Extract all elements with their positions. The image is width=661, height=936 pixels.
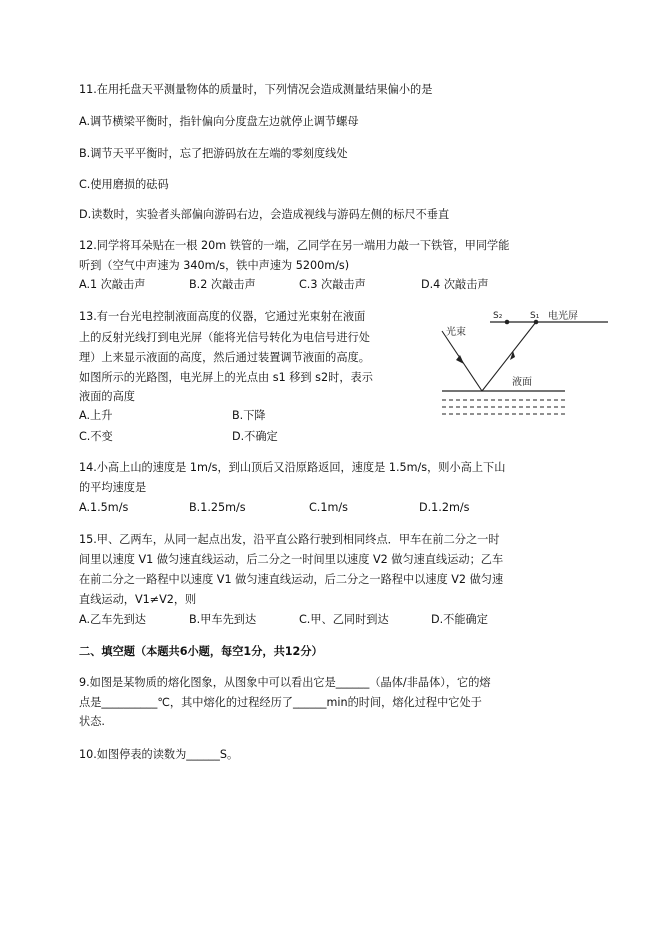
beam-label: 光束 bbox=[446, 327, 466, 338]
light-path-diagram bbox=[440, 305, 615, 415]
q12-stem-line2: 听到（空气中声速为 340m/s，铁中声速为 5200m/s) bbox=[79, 259, 350, 272]
q11-option-d: D.读数时，实验者头部偏向游码右边，会造成视线与游码左侧的标尺不垂直 bbox=[79, 208, 450, 221]
q13-stem-line3: 理）上来显示液面的高度，然后通过装置调节液面的高度。 bbox=[79, 351, 370, 364]
s1-label: S₁ bbox=[530, 311, 540, 321]
q11-option-c: C.使用磨损的砝码 bbox=[79, 178, 169, 191]
q14-option-b: B.1.25m/s bbox=[189, 501, 246, 514]
q15-option-b: B.甲车先到达 bbox=[189, 613, 257, 626]
q14-stem-line1: 14.小高上山的速度是 1m/s，到山顶后又沿原路返回，速度是 1.5m/s，则小高上下山 bbox=[79, 461, 506, 474]
q14-option-d: D.1.2m/s bbox=[419, 501, 470, 514]
q13-option-b: B.下降 bbox=[232, 409, 266, 422]
q15-stem-line1: 15.甲、乙两车，从同一起点出发，沿平直公路行驶到相同终点．甲车在前二分之一时 bbox=[79, 533, 500, 546]
q15-stem-line4: 直线运动，V1≠V2，则 bbox=[79, 593, 197, 606]
q15-stem-line2: 间里以速度 V1 做匀速直线运动，后二分之一时间里以速度 V2 做匀速直线运动；乙车 bbox=[79, 553, 504, 566]
q12-option-d: D.4 次敲击声 bbox=[421, 278, 489, 291]
point-s2 bbox=[505, 320, 510, 325]
q12-option-b: B.2 次敲击声 bbox=[189, 278, 256, 291]
q15-stem-line3: 在前二分之一路程中以速度 V1 做匀速直线运动，后二分之一路程中以速度 V2 做匀速 bbox=[79, 573, 504, 586]
q12-option-c: C.3 次敲击声 bbox=[299, 278, 366, 291]
q13-stem-line4: 如图所示的光路图，电光屏上的光点由 s1 移到 s2时，表示 bbox=[79, 371, 373, 384]
q15-option-d: D.不能确定 bbox=[431, 613, 488, 626]
q14-option-c: C.1m/s bbox=[309, 501, 348, 514]
q13-option-d: D.不确定 bbox=[232, 430, 278, 443]
q9-stem-line2: 点是__________℃，其中熔化的过程经历了______min的时间，熔化过程中它处于 bbox=[79, 696, 482, 709]
q10-stem: 10.如图停表的读数为______S。 bbox=[79, 748, 239, 761]
screen-label: 电光屏 bbox=[548, 311, 578, 322]
incident-arrow bbox=[456, 355, 464, 364]
q11-option-a: A.调节横梁平衡时，指针偏向分度盘左边就停止调节螺母 bbox=[79, 115, 359, 128]
q9-stem-line3: 状态. bbox=[79, 715, 105, 728]
q13-option-a: A.上升 bbox=[79, 409, 113, 422]
q13-stem-line1: 13.有一台光电控制液面高度的仪器，它通过光束射在液面 bbox=[79, 310, 366, 323]
s2-label: S₂ bbox=[493, 311, 503, 321]
section-heading-fill-in: 二、填空题（本题共6小题，每空1分，共12分） bbox=[79, 645, 323, 658]
q13-stem-line2: 上的反射光线打到电光屏（能将光信号转化为电信号进行处 bbox=[79, 331, 370, 344]
q14-stem-line2: 的平均速度是 bbox=[79, 481, 147, 494]
q15-option-a: A.乙车先到达 bbox=[79, 613, 146, 626]
q11-option-b: B.调节天平平衡时，忘了把游码放在左端的零刻度线处 bbox=[79, 147, 348, 160]
q11-stem: 11.在用托盘天平测量物体的质量时，下列情况会造成测量结果偏小的是 bbox=[79, 83, 433, 96]
q9-stem-line1: 9.如图是某物质的熔化图象，从图象中可以看出它是______（晶体/非晶体），它的熔 bbox=[79, 676, 491, 689]
q13-option-c: C.不变 bbox=[79, 430, 113, 443]
q13-stem-line5: 液面的高度 bbox=[79, 390, 135, 403]
q12-stem-line1: 12.同学将耳朵贴在一根 20m 铁管的一端，乙同学在另一端用力敲一下铁管，甲同学能 bbox=[79, 239, 510, 252]
q15-option-c: C.甲、乙同时到达 bbox=[299, 613, 389, 626]
q14-option-a: A.1.5m/s bbox=[79, 501, 129, 514]
q12-option-a: A.1 次敲击声 bbox=[79, 278, 146, 291]
liquid-label: 液面 bbox=[512, 377, 532, 388]
